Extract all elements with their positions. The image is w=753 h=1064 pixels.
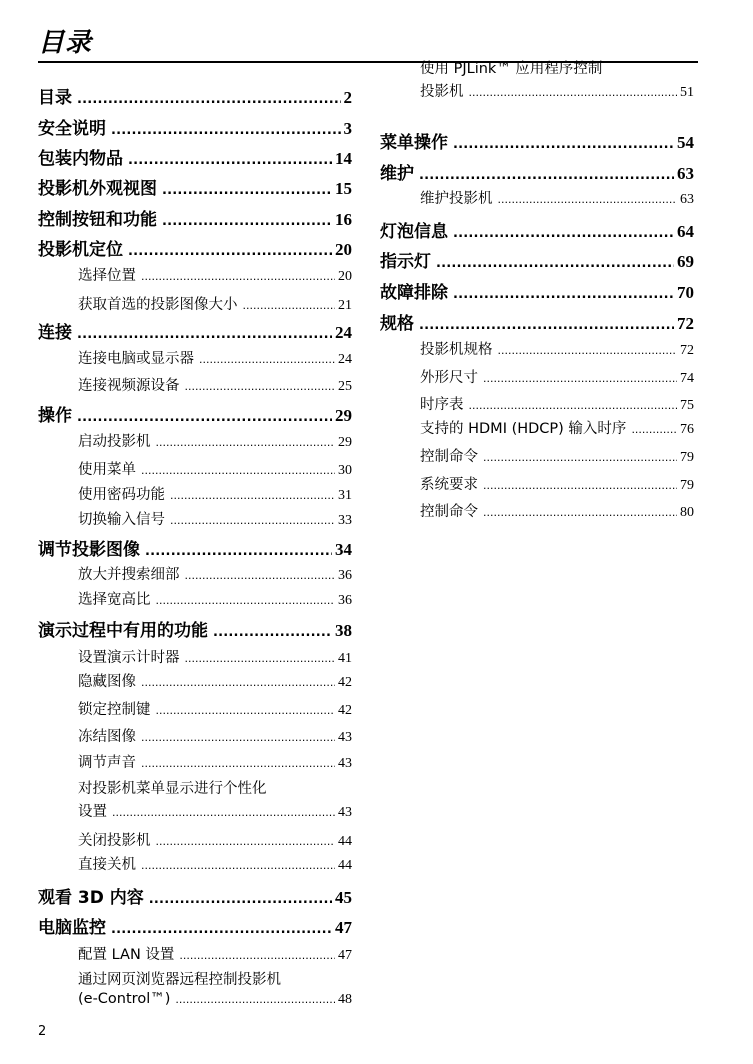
toc-entry-label: 调节投影图像 [38, 540, 140, 560]
dot-leader [453, 226, 674, 241]
toc-entry-page: 24 [338, 352, 352, 367]
toc-entry-page: 45 [335, 888, 352, 907]
toc-entry-label: 直接关机 [78, 857, 136, 873]
toc-entry-label: 支持的 HDMI (HDCP) 输入时序 [420, 421, 627, 437]
dot-leader [128, 244, 332, 259]
dot-leader [498, 344, 678, 357]
toc-entry-label: 演示过程中有用的功能 [38, 621, 208, 641]
toc-section-entry[interactable] [380, 366, 694, 387]
dot-leader [453, 287, 674, 302]
dot-leader [199, 353, 335, 366]
toc-entry-page: 36 [338, 593, 352, 608]
toc-entry-label: 获取首选的投影图像大小 [78, 297, 238, 313]
toc-entry-page: 47 [338, 948, 352, 963]
toc-entry-page: 63 [677, 164, 694, 183]
toc-entry-page: 48 [338, 992, 352, 1007]
dot-leader [111, 922, 332, 937]
toc-entry-page: 72 [677, 314, 694, 333]
toc-section-entry[interactable] [380, 445, 694, 466]
toc-section-entry[interactable] [38, 264, 352, 285]
toc-entry-page: 20 [335, 240, 352, 259]
dot-leader [141, 731, 335, 744]
toc-entry-page: 51 [680, 85, 694, 100]
toc-entry-page: 33 [338, 513, 352, 528]
toc-entry-page: 34 [335, 540, 352, 559]
toc-section-entry[interactable] [380, 500, 694, 521]
dot-leader [483, 506, 677, 519]
toc-section-entry[interactable] [38, 508, 352, 529]
dot-leader [141, 859, 335, 872]
toc-entry-label: 锁定控制键 [78, 702, 151, 718]
dot-leader [185, 569, 336, 582]
toc-entry-label: 时序表 [420, 397, 464, 413]
toc-entry-page: 38 [335, 621, 352, 640]
toc-entry-label: 操作 [38, 406, 72, 426]
dot-leader [112, 806, 335, 819]
toc-section-entry[interactable] [38, 853, 352, 874]
toc-entry-page: 72 [680, 343, 694, 358]
toc-section-entry[interactable] [380, 338, 694, 359]
dot-leader [156, 594, 336, 607]
dot-leader [111, 123, 341, 138]
toc-entry-page: 43 [338, 756, 352, 771]
toc-entry-label: 维护 [380, 164, 414, 184]
dot-leader [453, 137, 674, 152]
toc-entry-page: 16 [335, 210, 352, 229]
dot-leader [419, 318, 674, 333]
toc-entry-label: 投影机定位 [38, 240, 123, 260]
toc-entry-label: 系统要求 [420, 477, 478, 493]
toc-entry-label: (e-Control™) [78, 991, 171, 1007]
toc-section-entry[interactable] [38, 588, 352, 609]
dot-leader [128, 153, 332, 168]
dot-leader [498, 193, 678, 206]
toc-entry-label: 指示灯 [380, 252, 431, 272]
toc-section-entry[interactable] [38, 458, 352, 479]
toc-entry-page: 29 [338, 435, 352, 450]
toc-entry-label-line1: 对投影机菜单显示进行个性化 [78, 781, 267, 797]
toc-chapter-entry[interactable] [380, 128, 694, 153]
toc-entry-label: 故障排除 [380, 283, 448, 303]
dot-leader [185, 652, 336, 665]
toc-entry-label: 连接 [38, 323, 72, 343]
dot-leader [483, 372, 677, 385]
toc-entry-page: 79 [680, 478, 694, 493]
dot-leader [156, 835, 336, 848]
toc-section-entry[interactable] [380, 58, 694, 101]
toc-entry-label: 规格 [380, 314, 414, 334]
toc-chapter-entry[interactable] [38, 205, 352, 230]
toc-entry-label: 目录 [38, 88, 72, 108]
toc-section-entry[interactable] [38, 430, 352, 451]
toc-chapter-entry[interactable] [380, 278, 694, 303]
dot-leader [631, 423, 677, 436]
toc-entry-label: 控制按钮和功能 [38, 210, 157, 230]
dot-leader [162, 214, 332, 229]
toc-entry-page: 69 [677, 252, 694, 271]
page-title: 目录 [38, 28, 93, 58]
toc-entry-label: 投影机规格 [420, 342, 493, 358]
toc-entry-page: 2 [343, 88, 352, 107]
toc-chapter-entry[interactable] [38, 535, 352, 560]
toc-entry-label-line1: 通过网页浏览器远程控制投影机 [78, 972, 281, 988]
toc-entry-page: 31 [338, 488, 352, 503]
toc-entry-label: 投影机 [420, 84, 464, 100]
dot-leader [77, 327, 332, 342]
toc-entry-page: 76 [680, 422, 694, 437]
toc-entry-page: 74 [680, 371, 694, 386]
toc-entry-page: 75 [680, 398, 694, 413]
dot-leader [179, 949, 335, 962]
dot-leader [213, 625, 332, 640]
toc-entry-label: 菜单操作 [380, 133, 448, 153]
toc-entry-label: 使用密码功能 [78, 487, 165, 503]
toc-section-entry[interactable] [38, 293, 352, 314]
toc-entry-label: 关闭投影机 [78, 833, 151, 849]
dot-leader [141, 270, 335, 283]
toc-entry-label: 切换输入信号 [78, 512, 165, 528]
toc-chapter-entry[interactable] [38, 144, 352, 169]
toc-entry-label: 维护投影机 [420, 191, 493, 207]
toc-entry-label-line1: 使用 PJLink™ 应用程序控制 [420, 61, 603, 77]
toc-entry-page: 80 [680, 505, 694, 520]
dot-leader [243, 299, 336, 312]
dot-leader [162, 183, 332, 198]
dot-leader [419, 168, 674, 183]
toc-chapter-entry[interactable] [38, 318, 352, 343]
toc-chapter-entry[interactable] [38, 883, 352, 908]
toc-entry-page: 63 [680, 192, 694, 207]
toc-entry-label: 灯泡信息 [380, 222, 448, 242]
toc-entry-label: 放大并搜索细部 [78, 567, 180, 583]
toc-section-entry[interactable] [38, 483, 352, 504]
toc-entry-label: 冻结图像 [78, 729, 136, 745]
toc-entry-page: 79 [680, 450, 694, 465]
toc-entry-label: 投影机外观视图 [38, 179, 157, 199]
toc-entry-page: 21 [338, 298, 352, 313]
toc-chapter-entry[interactable] [38, 114, 352, 139]
toc-section-entry[interactable] [38, 829, 352, 850]
toc-chapter-entry[interactable] [38, 913, 352, 938]
toc-entry-page: 41 [338, 651, 352, 666]
toc-chapter-entry[interactable] [38, 83, 352, 108]
dot-leader [170, 489, 335, 502]
toc-entry-label: 安全说明 [38, 119, 106, 139]
dot-leader [149, 892, 332, 907]
toc-entry-label: 包装内物品 [38, 149, 123, 169]
toc-entry-label: 外形尺寸 [420, 370, 478, 386]
toc-entry-label: 选择位置 [78, 268, 136, 284]
toc-section-entry[interactable] [38, 751, 352, 772]
toc-entry-page: 3 [343, 119, 352, 138]
toc-section-entry[interactable] [38, 943, 352, 964]
toc-entry-page: 54 [677, 133, 694, 152]
toc-entry-page: 24 [335, 323, 352, 342]
toc-section-entry[interactable] [380, 417, 694, 438]
toc-entry-label: 设置 [78, 804, 107, 820]
toc-section-entry[interactable] [38, 646, 352, 667]
toc-section-entry[interactable] [38, 670, 352, 691]
toc-entry-label: 连接电脑或显示器 [78, 351, 194, 367]
toc-entry-label: 电脑监控 [38, 918, 106, 938]
dot-leader [141, 757, 335, 770]
toc-entry-label: 隐藏图像 [78, 674, 136, 690]
toc-entry-label: 调节声音 [78, 755, 136, 771]
toc-chapter-entry[interactable] [38, 616, 352, 641]
toc-entry-label: 选择宽高比 [78, 592, 151, 608]
toc-entry-label: 配置 LAN 设置 [78, 947, 175, 963]
dot-leader [170, 514, 335, 527]
dot-leader [436, 256, 674, 271]
dot-leader [77, 92, 341, 107]
dot-leader [469, 399, 678, 412]
dot-leader [141, 464, 335, 477]
toc-chapter-entry[interactable] [380, 217, 694, 242]
toc-chapter-entry[interactable] [38, 174, 352, 199]
dot-leader [156, 704, 336, 717]
toc-section-entry[interactable] [380, 187, 694, 208]
toc-section-entry[interactable] [380, 473, 694, 494]
dot-leader [156, 436, 336, 449]
toc-entry-page: 44 [338, 858, 352, 873]
toc-entry-page: 25 [338, 379, 352, 394]
toc-section-entry[interactable] [38, 778, 352, 821]
toc-section-entry[interactable] [38, 969, 352, 1008]
toc-entry-label: 观看 3D 内容 [38, 888, 144, 908]
toc-chapter-entry[interactable] [380, 159, 694, 184]
dot-leader [141, 676, 335, 689]
dot-leader [145, 544, 332, 559]
dot-leader [185, 380, 336, 393]
toc-entry-page: 29 [335, 406, 352, 425]
toc-section-entry[interactable] [38, 374, 352, 395]
toc-entry-page: 43 [338, 730, 352, 745]
toc-entry-label: 控制命令 [420, 449, 478, 465]
toc-section-entry[interactable] [38, 725, 352, 746]
toc-entry-label: 启动投影机 [78, 434, 151, 450]
toc-entry-page: 44 [338, 834, 352, 849]
toc-section-entry[interactable] [38, 347, 352, 368]
toc-entry-label: 连接视频源设备 [78, 378, 180, 394]
toc-entry-label: 设置演示计时器 [78, 650, 180, 666]
toc-entry-page: 14 [335, 149, 352, 168]
toc-chapter-entry[interactable] [380, 247, 694, 272]
toc-section-entry[interactable] [38, 563, 352, 584]
toc-entry-page: 30 [338, 463, 352, 478]
dot-leader [483, 479, 677, 492]
toc-entry-page: 42 [338, 703, 352, 718]
toc-chapter-entry[interactable] [38, 235, 352, 260]
toc-entry-page: 43 [338, 805, 352, 820]
toc-chapter-entry[interactable] [380, 309, 694, 334]
toc-entry-page: 42 [338, 675, 352, 690]
page-number: 2 [38, 1024, 47, 1039]
dot-leader [175, 993, 335, 1006]
toc-entry-label: 控制命令 [420, 504, 478, 520]
toc-entry-page: 20 [338, 269, 352, 284]
toc-entry-page: 36 [338, 568, 352, 583]
dot-leader [77, 410, 332, 425]
dot-leader [469, 86, 678, 99]
toc-chapter-entry[interactable] [38, 401, 352, 426]
toc-entry-page: 64 [677, 222, 694, 241]
toc-section-entry[interactable] [38, 698, 352, 719]
toc-entry-page: 47 [335, 918, 352, 937]
toc-entry-label: 使用菜单 [78, 462, 136, 478]
toc-entry-page: 15 [335, 179, 352, 198]
toc-entry-page: 70 [677, 283, 694, 302]
toc-section-entry[interactable] [380, 393, 694, 414]
dot-leader [483, 451, 677, 464]
